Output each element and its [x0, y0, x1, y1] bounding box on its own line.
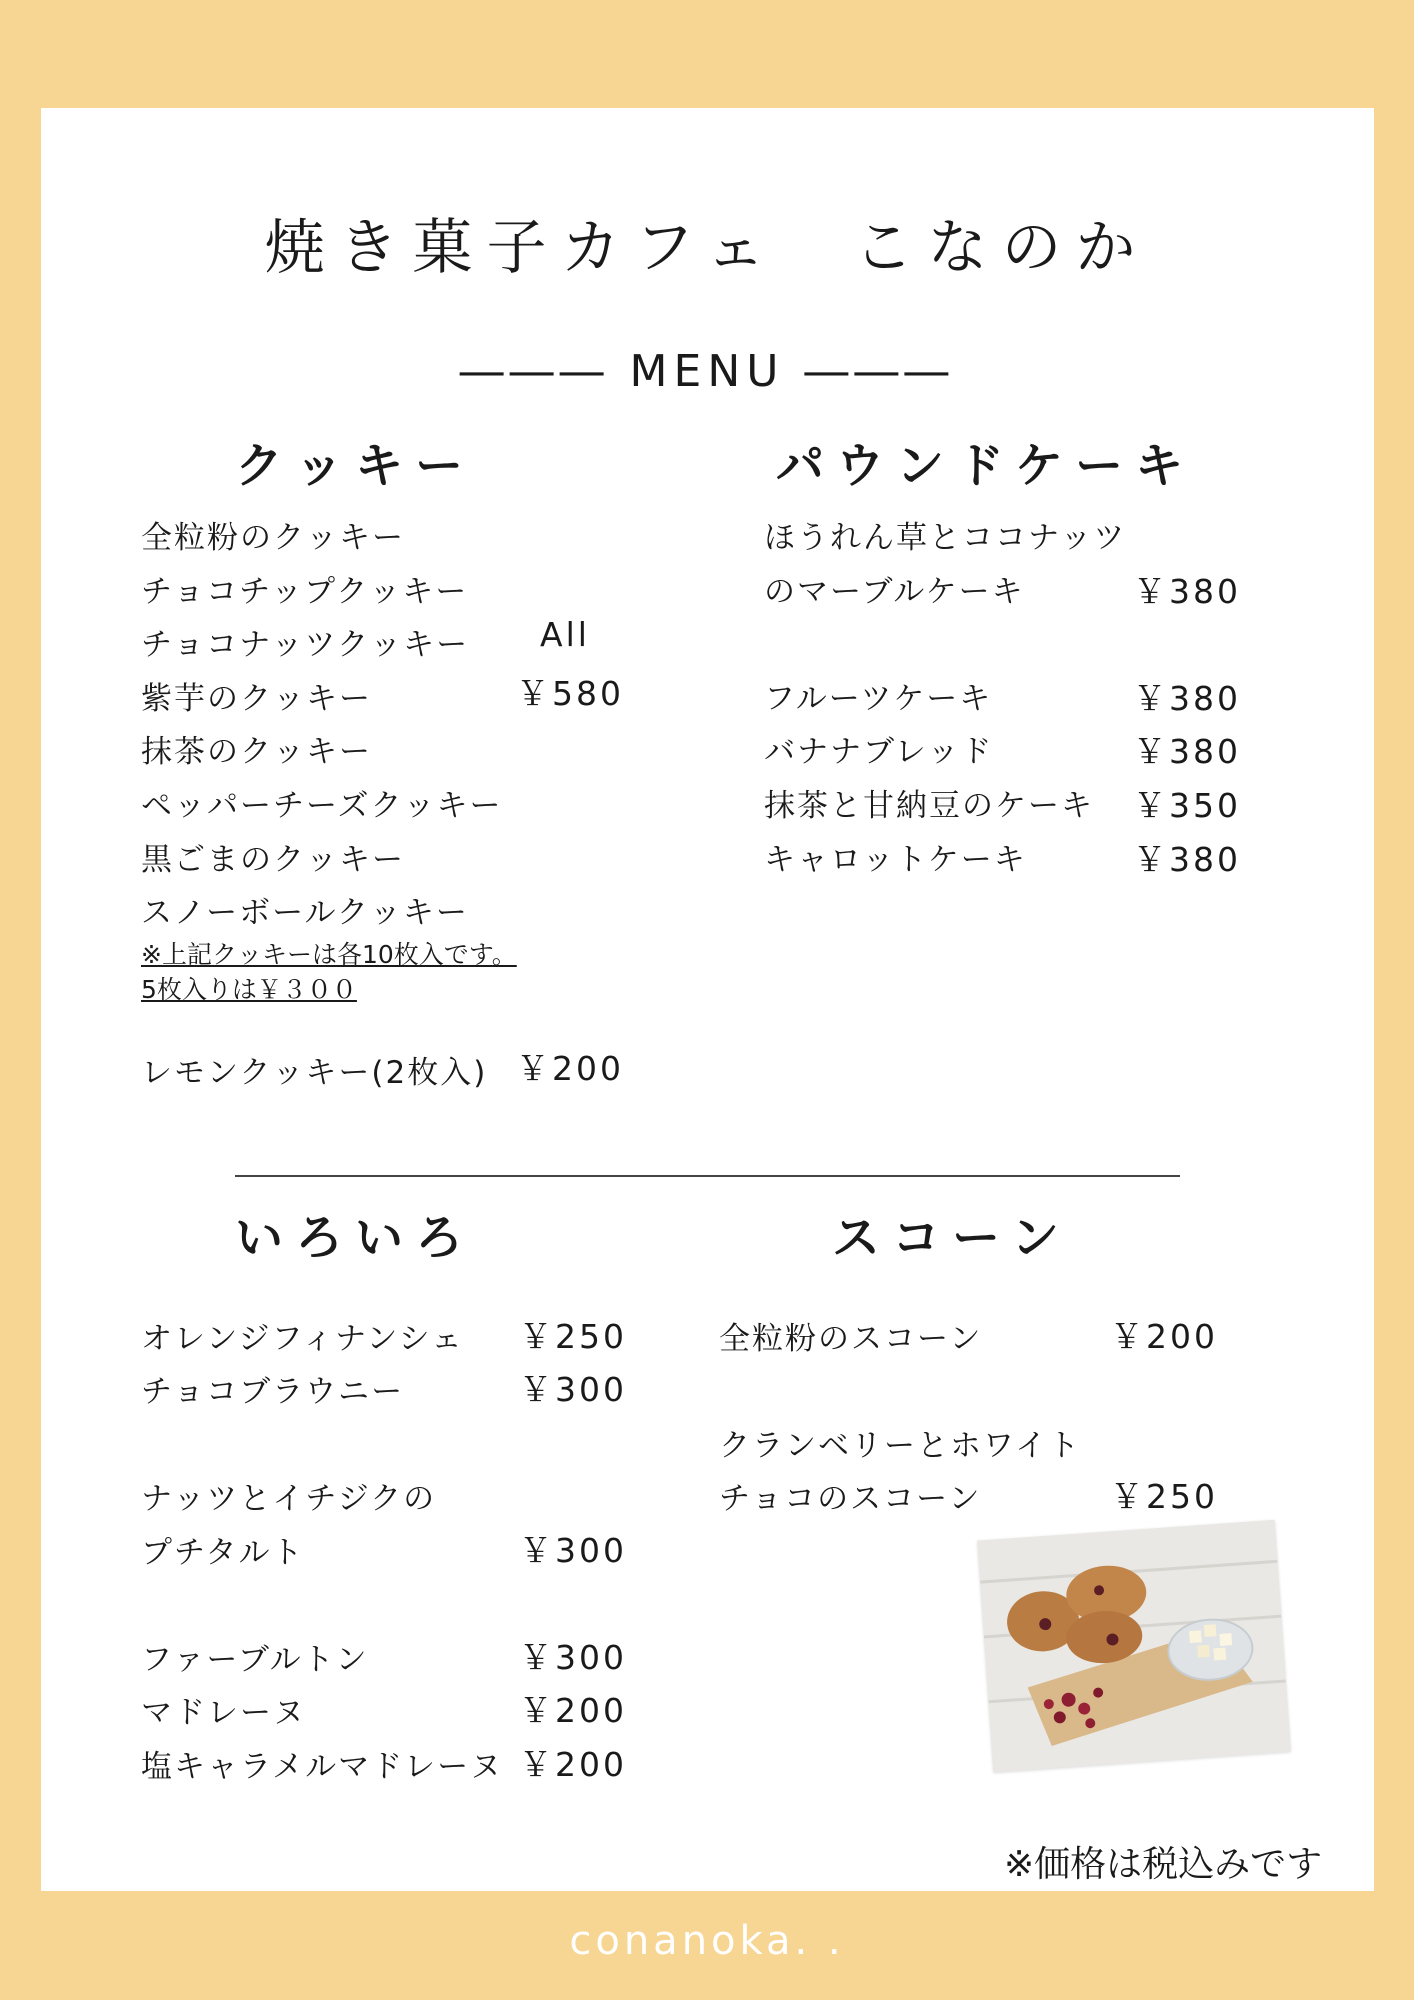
pound-cake-item: フルーツケーキ	[764, 681, 993, 717]
iroiro-heading: いろいろ	[235, 1210, 476, 1266]
cookies-note-line1: ※上記クッキーは各10枚入です。	[141, 940, 517, 969]
tax-note: ※価格は税込みです	[1004, 1844, 1323, 1885]
iroiro-item: オレンジフィナンシェ	[141, 1321, 465, 1357]
pound-cake-price: ￥380	[1133, 679, 1241, 718]
marble-cake-line1: ほうれん草とココナッツ	[764, 520, 1127, 556]
iroiro-item: マドレーヌ	[141, 1695, 306, 1731]
menu-label: ――― MENU ―――	[459, 346, 955, 397]
iroiro-item: 塩キャラメルマドレーヌ	[141, 1749, 504, 1785]
brand-logo: conanoka. .	[569, 1918, 845, 1964]
cookie-item: 全粒粉のクッキー	[141, 520, 405, 556]
cookie-item: スノーボールクッキー	[141, 895, 469, 931]
cookies-note-line2: 5枚入りは￥３００	[141, 975, 357, 1004]
tart-line1: ナッツとイチジクの	[141, 1481, 437, 1517]
pound-cake-price: ￥380	[1133, 732, 1241, 771]
page-title: 焼き菓子カフェ こなのか	[264, 213, 1150, 283]
marble-cake-line2: のマーブルケーキ	[764, 574, 1025, 610]
pound-cake-item: 抹茶と甘納豆のケーキ	[764, 788, 1094, 824]
cookie-item: 抹茶のクッキー	[141, 734, 372, 770]
scone-price: ￥200	[1110, 1317, 1218, 1356]
section-divider	[235, 1175, 1180, 1177]
cranberry-scone-line1: クランベリーとホワイト	[719, 1428, 1082, 1464]
cookie-item: ペッパーチーズクッキー	[141, 788, 503, 824]
scone-photo	[977, 1520, 1290, 1772]
cookie-item: 紫芋のクッキー	[141, 681, 372, 717]
cookie-item: チョコナッツクッキー	[141, 627, 470, 663]
iroiro-item: ファーブルトン	[141, 1642, 369, 1678]
cookie-item: 黒ごまのクッキー	[141, 842, 405, 878]
pound-cake-item: バナナブレッド	[764, 734, 994, 770]
iroiro-price: ￥250	[519, 1317, 627, 1356]
marble-cake-price: ￥380	[1133, 572, 1241, 611]
lemon-cookie-name: レモンクッキー(2枚入)	[141, 1055, 488, 1091]
cookies-all-label: All	[540, 615, 590, 654]
cookies-heading: クッキー	[235, 438, 476, 494]
iroiro-item: チョコブラウニー	[141, 1374, 405, 1410]
iroiro-price: ￥200	[519, 1691, 627, 1730]
scone-heading: スコーン	[832, 1210, 1072, 1266]
scone-item: 全粒粉のスコーン	[719, 1321, 983, 1357]
iroiro-price: ￥300	[519, 1638, 627, 1677]
scone-price: ￥250	[1110, 1477, 1218, 1516]
lemon-cookie-price: ￥200	[516, 1049, 624, 1088]
cranberry-scone-line2: チョコのスコーン	[719, 1481, 982, 1517]
pound-cake-heading: パウンドケーキ	[776, 438, 1196, 494]
pound-cake-item: キャロットケーキ	[764, 842, 1027, 878]
cookie-item: チョコチップクッキー	[141, 574, 469, 610]
iroiro-price: ￥300	[519, 1531, 627, 1570]
iroiro-price: ￥200	[519, 1745, 627, 1784]
tart-line2: プチタルト	[141, 1535, 305, 1571]
pound-cake-price: ￥350	[1133, 786, 1241, 825]
iroiro-price: ￥300	[519, 1370, 627, 1409]
cookies-all-price: ￥580	[516, 674, 624, 713]
pound-cake-price: ￥380	[1133, 840, 1241, 879]
